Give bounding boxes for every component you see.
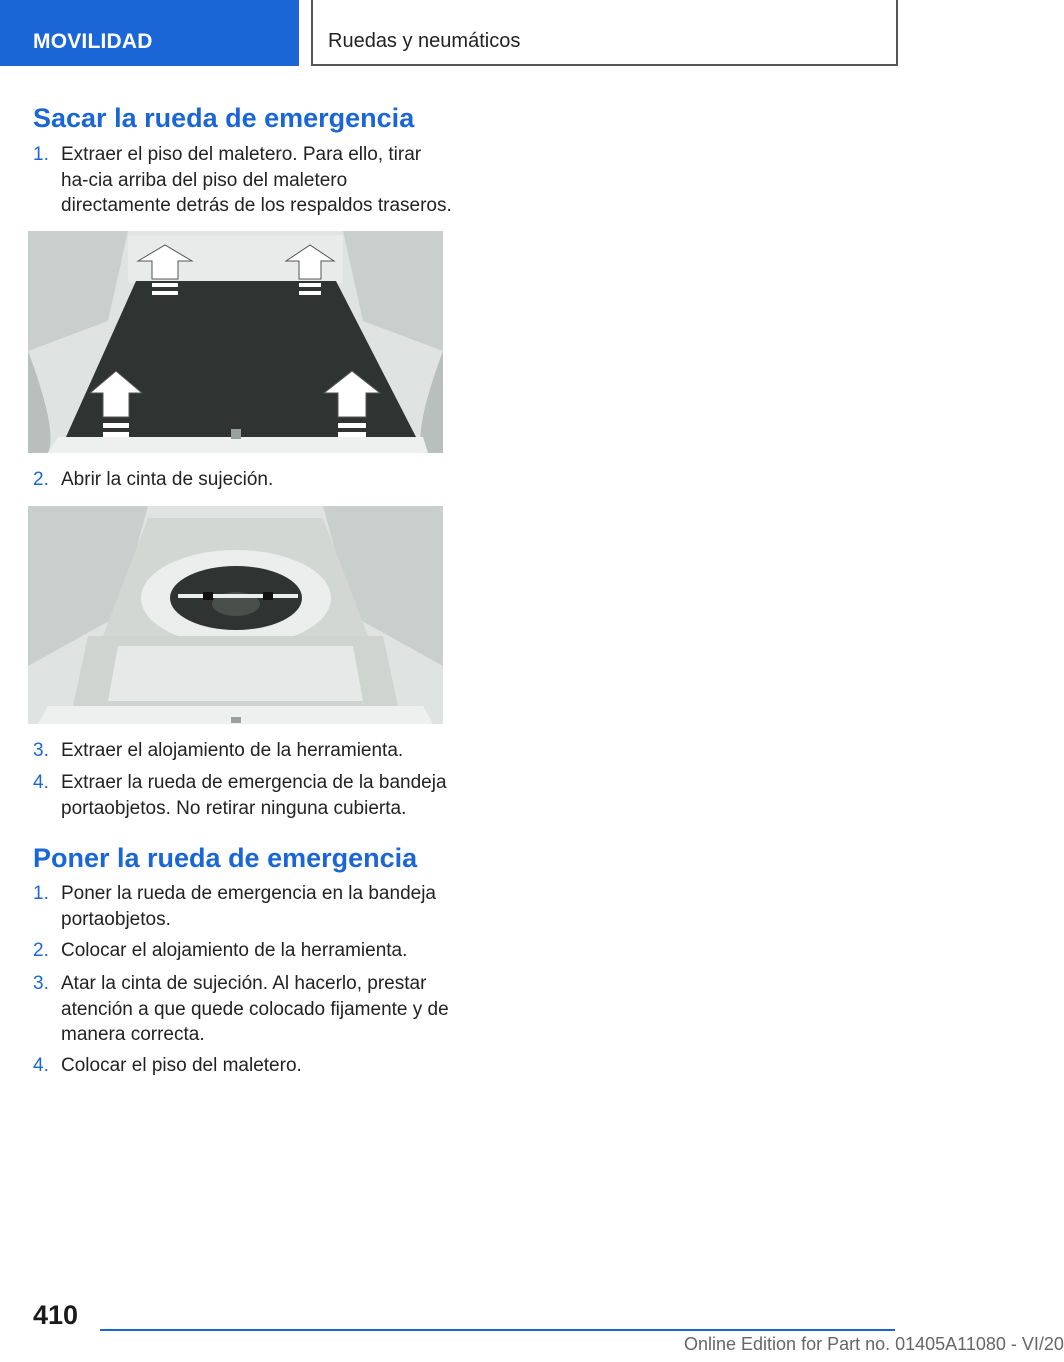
list-item bbox=[33, 770, 453, 821]
step-text: Poner la rueda de emergencia en la bandeja portaobjetos. bbox=[61, 883, 436, 930]
footer-edition: Online Edition for Part no. 01405A11080 - VI/20 bbox=[684, 1334, 1064, 1354]
step-text: Extraer el alojamiento de la herramienta. bbox=[61, 740, 404, 761]
step-text: Atar la cinta de sujeción. Al hacerlo, prestar atención a que quede colocado fijamente y de manera correcta. bbox=[61, 973, 449, 1045]
section-title-install: Poner la rueda de emergencia bbox=[33, 843, 418, 873]
section-tab bbox=[0, 0, 299, 66]
step-number: 3. bbox=[33, 740, 49, 761]
step-number: 4. bbox=[33, 772, 49, 793]
footer-divider bbox=[100, 1329, 895, 1331]
spare-wheel-well-illustration bbox=[28, 506, 443, 724]
step-text: Abrir la cinta de sujeción. bbox=[61, 469, 274, 490]
list-item bbox=[33, 738, 453, 764]
list-item bbox=[33, 467, 453, 493]
page-number: 410 bbox=[33, 1300, 79, 1330]
trunk-floor-illustration bbox=[28, 231, 443, 453]
chapter-tab bbox=[311, 0, 898, 66]
step-text: Extraer el piso del maletero. Para ello, tirar ha-cia arriba del piso del maletero directamente detrás de los respaldos traseros. bbox=[61, 144, 452, 216]
chapter-label: Ruedas y neumáticos bbox=[328, 30, 521, 52]
step-text: Extraer la rueda de emergencia de la bandeja portaobjetos. No retirar ninguna cubierta. bbox=[61, 772, 447, 819]
step-number: 1. bbox=[33, 883, 49, 904]
step-number: 3. bbox=[33, 973, 49, 994]
step-number: 2. bbox=[33, 469, 49, 490]
step-number: 4. bbox=[33, 1055, 49, 1076]
section-label: MOVILIDAD bbox=[33, 30, 153, 53]
step-number: 1. bbox=[33, 144, 49, 165]
list-item bbox=[33, 971, 453, 1048]
list-item bbox=[33, 142, 453, 219]
list-item bbox=[33, 938, 453, 964]
step-number: 2. bbox=[33, 940, 49, 961]
list-item bbox=[33, 1053, 453, 1079]
step-text: Colocar el piso del maletero. bbox=[61, 1055, 302, 1076]
list-item bbox=[33, 881, 453, 932]
section-title-remove: Sacar la rueda de emergencia bbox=[33, 103, 415, 133]
step-text: Colocar el alojamiento de la herramienta. bbox=[61, 940, 408, 961]
